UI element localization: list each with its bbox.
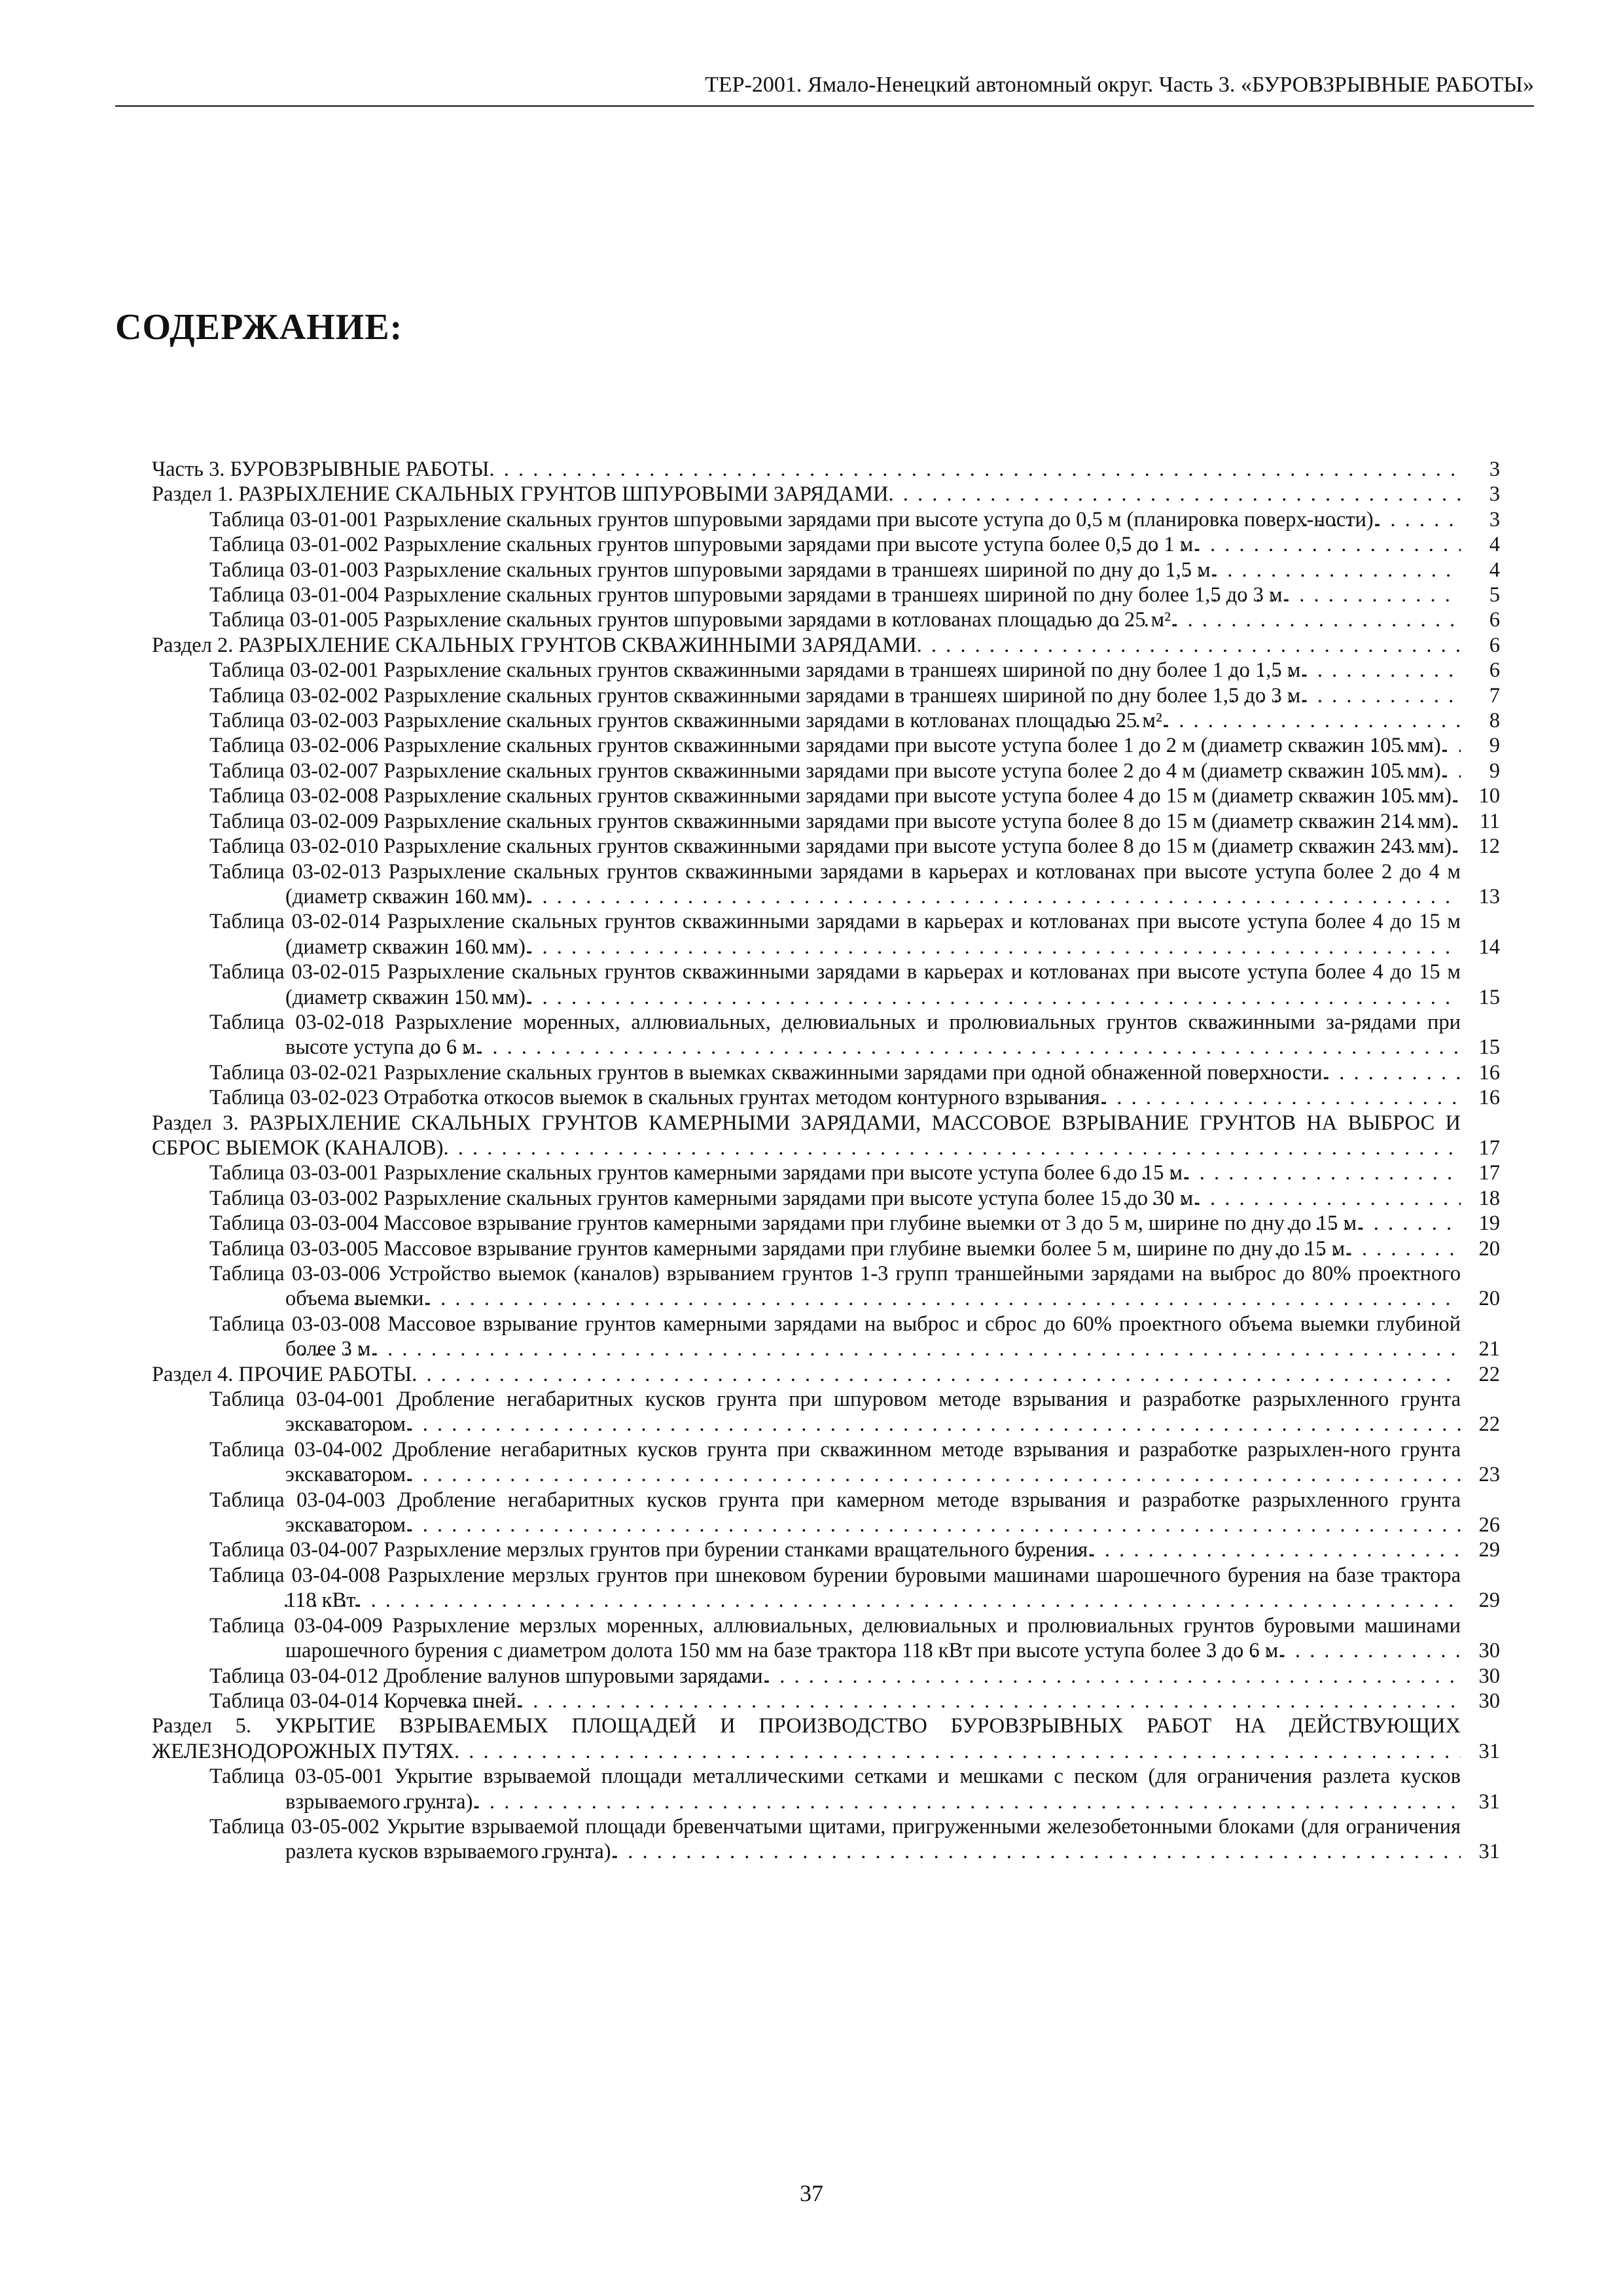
toc-entry-title: Таблица 03-01-005 Разрыхление скальных грунтов шпуровыми зарядами в котлованах площадью до 25 м². . . . [209, 607, 1461, 632]
toc-entry-title: Таблица 03-03-005 Массовое взрывание грунтов камерными зарядами при глубине выемки более 5 м, ширине по дну до 15 м. . . . [209, 1236, 1461, 1261]
toc-entry-page: 7 [1489, 683, 1500, 708]
toc-table-entry[interactable] [152, 783, 1500, 808]
toc-table-entry[interactable] [152, 1186, 1500, 1211]
toc-table-entry[interactable] [152, 1085, 1500, 1110]
toc-entry-title: Таблица 03-05-002 Укрытие взрываемой площади бревенчатыми щитами, пригруженными железобетонными блоками (для ограничения разлета кусков взрываемого грунта). . . . [209, 1814, 1461, 1865]
toc-entry-page: 29 [1478, 1538, 1500, 1562]
toc-section-entry[interactable] [152, 633, 1500, 658]
toc-section-entry[interactable] [152, 482, 1500, 507]
running-header: ТЕР-2001. Ямало-Ненецкий автономный округ. Часть 3. «БУРОВЗРЫВНЫЕ РАБОТЫ» [705, 73, 1534, 97]
toc-table-entry[interactable] [152, 834, 1500, 859]
toc-entry-page: 30 [1478, 1639, 1500, 1663]
toc-entry-title: Раздел 5. УКРЫТИЕ ВЗРЫВАЕМЫХ ПЛОЩАДЕЙ И ПРОИЗВОДСТВО БУРОВЗРЫВНЫХ РАБОТ НА ДЕЙСТВУЮЩИХ ЖЕЛЕЗНОДОРОЖНЫХ ПУТЯХ . . . [152, 1713, 1461, 1764]
page-title: СОДЕРЖАНИЕ: [115, 307, 403, 348]
toc-entry-page: 30 [1478, 1664, 1500, 1688]
toc-entry-page: 3 [1489, 482, 1500, 507]
toc-entry-title: Часть 3. БУРОВЗРЫВНЫЕ РАБОТЫ . . . [152, 457, 1461, 482]
toc-entry-page: 20 [1478, 1287, 1500, 1311]
toc-entry-page: 12 [1478, 834, 1500, 859]
toc-entry-page: 13 [1478, 884, 1500, 908]
toc-table-entry[interactable] [152, 558, 1500, 583]
toc-entry-page: 3 [1489, 507, 1500, 531]
toc-entry-title: Раздел 1. РАЗРЫХЛЕНИЕ СКАЛЬНЫХ ГРУНТОВ ШПУРОВЫМИ ЗАРЯДАМИ . . . [152, 482, 1461, 507]
toc-entry-title: Таблица 03-02-018 Разрыхление моренных, аллювиальных, делювиальных и пролювиальных грунтов скважинными за-рядами при высоте уступа до 6 м. . . . [209, 1010, 1461, 1060]
toc-entry-title: Таблица 03-02-002 Разрыхление скальных грунтов скважинными зарядами в траншеях шириной по дну более 1,5 до 3 м. . . . [209, 683, 1461, 708]
toc-entry-page: 6 [1489, 633, 1500, 657]
toc-entry-page: 31 [1478, 1739, 1500, 1763]
toc-entry-page: 29 [1478, 1588, 1500, 1613]
toc-entry-page: 19 [1478, 1211, 1500, 1236]
toc-entry-page: 9 [1489, 734, 1500, 758]
toc-entry-page: 17 [1478, 1136, 1500, 1160]
toc-entry-title: Таблица 03-04-012 Дробление валунов шпуровыми зарядами. . . . [209, 1664, 1461, 1689]
toc-entry-title: Таблица 03-02-015 Разрыхление скальных грунтов скважинными зарядами в карьерах и котлованах при высоте уступа более 4 до 15 м (диаметр скважин 150 мм). . . . [209, 960, 1461, 1010]
toc-table-entry[interactable] [152, 532, 1500, 557]
toc-entry-title: Таблица 03-02-001 Разрыхление скальных грунтов скважинными зарядами в траншеях шириной по дну более 1 до 1,5 м. . . . [209, 658, 1461, 683]
toc-table-entry[interactable] [152, 1236, 1500, 1261]
toc-entry-page: 4 [1489, 533, 1500, 557]
toc-table-entry[interactable] [152, 1160, 1500, 1185]
toc-entry-title: Таблица 03-03-004 Массовое взрывание грунтов камерными зарядами при глубине выемки от 3 до 5 м, ширине по дну до 15 м. . . . [209, 1211, 1461, 1236]
toc-entry-title: Таблица 03-02-013 Разрыхление скальных грунтов скважинными зарядами в карьерах и котлованах при высоте уступа более 2 до 4 м (диаметр скважин 160 мм). . . . [209, 859, 1461, 910]
toc-entry-title: Таблица 03-02-006 Разрыхление скальных грунтов скважинными зарядами при высоте уступа более 1 до 2 м (диаметр скважин 105 мм). . . . [209, 733, 1461, 758]
toc-entry-page: 10 [1478, 784, 1500, 808]
toc-entry-page: 23 [1478, 1463, 1500, 1487]
toc-table-entry[interactable] [152, 1613, 1500, 1664]
toc-table-entry[interactable] [152, 859, 1500, 910]
toc-entry-title: Раздел 4. ПРОЧИЕ РАБОТЫ . . . [152, 1362, 1461, 1387]
toc-entry-page: 22 [1478, 1362, 1500, 1386]
toc-entry-title: Таблица 03-04-014 Корчевка пней. . . . [209, 1689, 1461, 1713]
toc-entry-page: 16 [1478, 1086, 1500, 1110]
toc-entry-title: Таблица 03-02-009 Разрыхление скальных грунтов скважинными зарядами при высоте уступа более 8 до 15 м (диаметр скважин 214 мм). . . . [209, 809, 1461, 834]
toc-table-entry[interactable] [152, 1689, 1500, 1713]
toc-entry-title: Таблица 03-02-007 Разрыхление скальных грунтов скважинными зарядами при высоте уступа более 2 до 4 м (диаметр скважин 105 мм). . . . [209, 759, 1461, 783]
toc-entry-title: Таблица 03-03-008 Массовое взрывание грунтов камерными зарядами на выброс и сброс до 60% проектного объема выемки глубиной более 3 м. . . . [209, 1312, 1461, 1362]
toc-entry-title: Таблица 03-01-002 Разрыхление скальных грунтов шпуровыми зарядами при высоте уступа более 0,5 до 1 м. . . . [209, 532, 1461, 557]
toc-entry-title: Таблица 03-04-002 Дробление негабаритных кусков грунта при скважинном методе взрывания и разработке разрыхлен-ного грунта экскаватором. . . . [209, 1437, 1461, 1488]
toc-section-entry[interactable] [152, 1713, 1500, 1764]
toc-table-entry[interactable] [152, 1387, 1500, 1437]
toc-table-entry[interactable] [152, 583, 1500, 607]
toc-table-entry[interactable] [152, 1010, 1500, 1060]
toc-entry-page: 17 [1478, 1161, 1500, 1185]
toc-section-entry[interactable] [152, 1111, 1500, 1161]
toc-entry-page: 6 [1489, 608, 1500, 632]
toc-table-entry[interactable] [152, 1261, 1500, 1312]
toc-entry-title: Таблица 03-04-007 Разрыхление мерзлых грунтов при бурении станками вращательного бурения. . . . [209, 1537, 1461, 1562]
toc-section-entry[interactable] [152, 457, 1500, 482]
toc-entry-page: 31 [1478, 1789, 1500, 1814]
toc-table-entry[interactable] [152, 1664, 1500, 1689]
toc-table-entry[interactable] [152, 1764, 1500, 1814]
toc-table-entry[interactable] [152, 658, 1500, 683]
toc-table-entry[interactable] [152, 909, 1500, 960]
toc-entry-title: Таблица 03-01-003 Разрыхление скальных грунтов шпуровыми зарядами в траншеях шириной по дну до 1,5 м. . . . [209, 558, 1461, 583]
toc-entry-title: Таблица 03-04-003 Дробление негабаритных кусков грунта при камерном методе взрывания и разработке разрыхленного грунта экскаватором. . . . [209, 1488, 1461, 1538]
toc-entry-title: Таблица 03-04-009 Разрыхление мерзлых моренных, аллювиальных, делювиальных и пролювиальных грунтов буровыми машинами шарошечного бурения с диаметром долота 150 мм на базе трактора 118 кВт при высоте уступа более 3 до 6 м. . . . [209, 1613, 1461, 1664]
toc-entry-page: 9 [1489, 759, 1500, 783]
header-rule [115, 105, 1534, 107]
toc-entry-title: Таблица 03-04-008 Разрыхление мерзлых грунтов при шнековом бурении буровыми машинами шарошечного бурения на базе трактора 118 кВт. . . . [209, 1563, 1461, 1613]
toc-entry-page: 6 [1489, 658, 1500, 683]
toc-entry-page: 3 [1489, 457, 1500, 481]
toc-entry-title: Таблица 03-02-010 Разрыхление скальных грунтов скважинными зарядами при высоте уступа более 8 до 15 м (диаметр скважин 243 мм). . . . [209, 834, 1461, 859]
toc-table-entry[interactable] [152, 1211, 1500, 1236]
toc-entry-page: 31 [1478, 1840, 1500, 1864]
toc-table-entry[interactable] [152, 1488, 1500, 1538]
toc-table-entry[interactable] [152, 708, 1500, 733]
toc-table-entry[interactable] [152, 809, 1500, 834]
page-number: 37 [800, 2180, 823, 2206]
toc-entry-title: Таблица 03-02-014 Разрыхление скальных грунтов скважинными зарядами в карьерах и котлованах при высоте уступа более 4 до 15 м (диаметр скважин 160 мм). . . . [209, 909, 1461, 960]
toc-section-entry[interactable] [152, 1362, 1500, 1387]
table-of-contents [152, 457, 1500, 1865]
toc-table-entry[interactable] [152, 960, 1500, 1010]
toc-entry-page: 14 [1478, 935, 1500, 959]
toc-entry-title: Раздел 2. РАЗРЫХЛЕНИЕ СКАЛЬНЫХ ГРУНТОВ СКВАЖИННЫМИ ЗАРЯДАМИ . . . [152, 633, 1461, 658]
toc-entry-title: Таблица 03-02-021 Разрыхление скальных грунтов в выемках скважинными зарядами при одной обнаженной поверхности. . . . [209, 1060, 1461, 1085]
toc-entry-title: Таблица 03-05-001 Укрытие взрываемой площади металлическими сетками и мешками с песком (для ограничения разлета кусков взрываемого грунта). . . . [209, 1764, 1461, 1814]
toc-entry-title: Таблица 03-03-002 Разрыхление скальных грунтов камерными зарядами при высоте уступа более 15 до 30 м. . . . [209, 1186, 1461, 1211]
toc-table-entry[interactable] [152, 683, 1500, 708]
toc-entry-title: Таблица 03-02-023 Отработка откосов выемок в скальных грунтах методом контурного взрывания. . . . [209, 1085, 1461, 1110]
toc-entry-page: 8 [1489, 709, 1500, 733]
toc-table-entry[interactable] [152, 1060, 1500, 1085]
toc-table-entry[interactable] [152, 1814, 1500, 1865]
toc-entry-page: 15 [1478, 985, 1500, 1009]
toc-table-entry[interactable] [152, 1312, 1500, 1362]
toc-entry-page: 5 [1489, 583, 1500, 607]
toc-entry-title: Таблица 03-01-004 Разрыхление скальных грунтов шпуровыми зарядами в траншеях шириной по дну более 1,5 до 3 м. . . . [209, 583, 1461, 607]
toc-table-entry[interactable] [152, 1437, 1500, 1488]
toc-table-entry[interactable] [152, 507, 1500, 532]
toc-entry-page: 20 [1478, 1236, 1500, 1261]
toc-entry-page: 21 [1478, 1337, 1500, 1361]
toc-entry-title: Таблица 03-03-006 Устройство выемок (каналов) взрыванием грунтов 1-3 групп траншейными зарядами на выброс до 80% проектного объема выемки. . . . [209, 1261, 1461, 1312]
toc-entry-page: 18 [1478, 1186, 1500, 1210]
toc-table-entry[interactable] [152, 733, 1500, 758]
toc-entry-page: 16 [1478, 1060, 1500, 1085]
toc-entry-page: 22 [1478, 1412, 1500, 1437]
toc-entry-title: Таблица 03-02-003 Разрыхление скальных грунтов скважинными зарядами в котлованах площадью 25 м². . . . [209, 708, 1461, 733]
toc-entry-title: Таблица 03-01-001 Разрыхление скальных грунтов шпуровыми зарядами при высоте уступа до 0,5 м (планировка поверх-ности). . . . [209, 507, 1461, 532]
toc-entry-title: Таблица 03-02-008 Разрыхление скальных грунтов скважинными зарядами при высоте уступа более 4 до 15 м (диаметр скважин 105 мм). . . . [209, 783, 1461, 808]
toc-entry-page: 26 [1478, 1513, 1500, 1537]
toc-table-entry[interactable] [152, 1563, 1500, 1613]
toc-entry-page: 30 [1478, 1689, 1500, 1713]
toc-table-entry[interactable] [152, 1537, 1500, 1562]
toc-entry-title: Раздел 3. РАЗРЫХЛЕНИЕ СКАЛЬНЫХ ГРУНТОВ КАМЕРНЫМИ ЗАРЯДАМИ, МАССОВОЕ ВЗРЫВАНИЕ ГРУНТОВ НА ВЫБРОС И СБРОС ВЫЕМОК (КАНАЛОВ) . . . [152, 1111, 1461, 1161]
toc-entry-page: 11 [1479, 809, 1500, 833]
toc-table-entry[interactable] [152, 607, 1500, 632]
toc-entry-title: Таблица 03-03-001 Разрыхление скальных грунтов камерными зарядами при высоте уступа более 6 до 15 м. . . . [209, 1160, 1461, 1185]
toc-entry-page: 15 [1478, 1035, 1500, 1060]
toc-entry-page: 4 [1489, 558, 1500, 582]
toc-entry-title: Таблица 03-04-001 Дробление негабаритных кусков грунта при шпуровом методе взрывания и разработке разрыхленного грунта экскаватором. . . . [209, 1387, 1461, 1437]
toc-table-entry[interactable] [152, 759, 1500, 783]
